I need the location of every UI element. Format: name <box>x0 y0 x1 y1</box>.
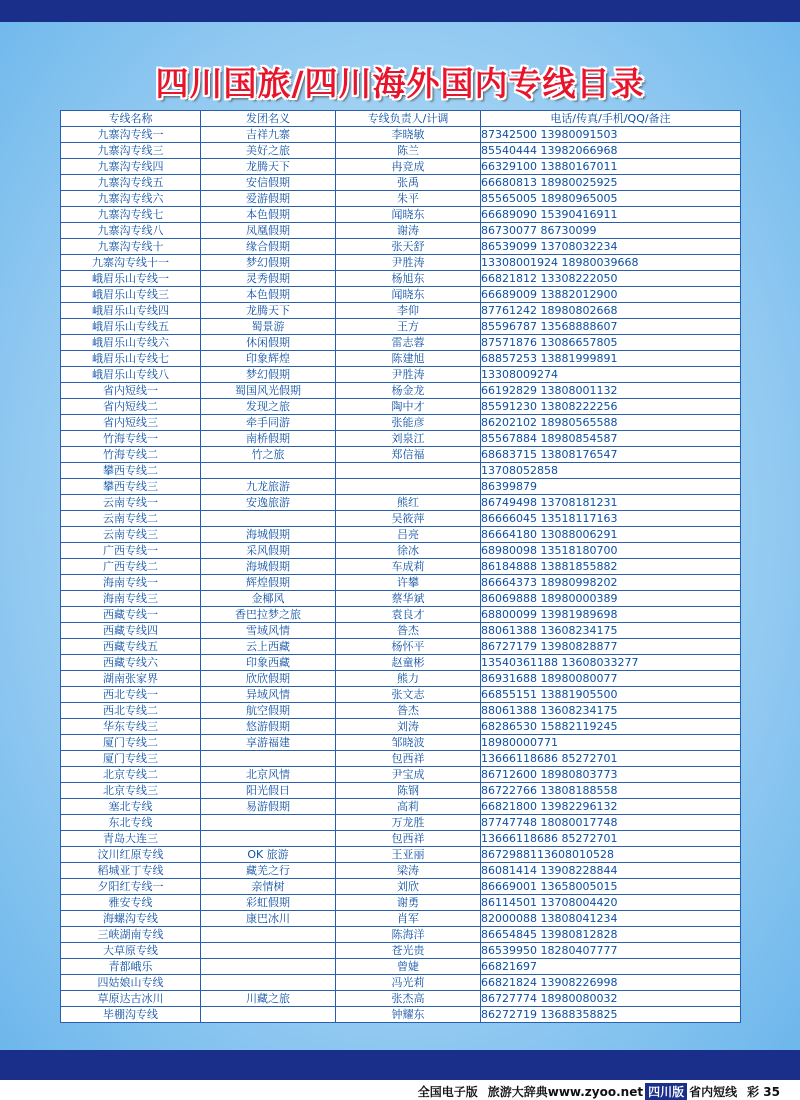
cell-phone: 66680813 18980025925 <box>481 175 741 191</box>
cell-contact-person: 曾婕 <box>336 959 481 975</box>
cell-contact-person <box>336 463 481 479</box>
cell-tour-brand: OK 旅游 <box>201 847 336 863</box>
cell-phone: 86727774 18980080032 <box>481 991 741 1007</box>
cell-tour-brand <box>201 1007 336 1023</box>
cell-tour-brand: 吉祥九寨 <box>201 127 336 143</box>
cell-route-name: 青都峨乐 <box>61 959 201 975</box>
cell-route-name: 青岛大连三 <box>61 831 201 847</box>
cell-phone: 85596787 13568888607 <box>481 319 741 335</box>
cell-contact-person: 万龙胜 <box>336 815 481 831</box>
cell-phone: 86722766 13808188558 <box>481 783 741 799</box>
cell-phone: 13666118686 85272701 <box>481 831 741 847</box>
cell-route-name: 竹海专线二 <box>61 447 201 463</box>
cell-route-name: 厦门专线二 <box>61 735 201 751</box>
cell-tour-brand: 蜀国风光假期 <box>201 383 336 399</box>
cell-tour-brand <box>201 463 336 479</box>
table-row <box>61 911 741 927</box>
cell-phone: 66821697 <box>481 959 741 975</box>
cell-contact-person: 冉竞成 <box>336 159 481 175</box>
cell-route-name: 九寨沟专线三 <box>61 143 201 159</box>
cell-contact-person: 昝杰 <box>336 703 481 719</box>
cell-tour-brand: 海城假期 <box>201 527 336 543</box>
cell-contact-person: 吕亮 <box>336 527 481 543</box>
cell-contact-person: 赵童彬 <box>336 655 481 671</box>
cell-contact-person: 陶中才 <box>336 399 481 415</box>
table-row <box>61 1007 741 1023</box>
cell-tour-brand: 牵手同游 <box>201 415 336 431</box>
cell-contact-person: 刘涛 <box>336 719 481 735</box>
table-row <box>61 831 741 847</box>
cell-contact-person: 昝杰 <box>336 623 481 639</box>
cell-route-name: 稻城亚丁专线 <box>61 863 201 879</box>
cell-tour-brand: 阳光假日 <box>201 783 336 799</box>
cell-contact-person: 陈海洋 <box>336 927 481 943</box>
table-row <box>61 351 741 367</box>
table-row <box>61 847 741 863</box>
footer-edition: 全国电子版 <box>417 1085 478 1099</box>
footer-section: 省内短线 <box>689 1085 738 1099</box>
table-row <box>61 287 741 303</box>
cell-route-name: 汶川红原专线 <box>61 847 201 863</box>
cell-phone: 13308009274 <box>481 367 741 383</box>
table-row <box>61 527 741 543</box>
cell-contact-person: 尹胜涛 <box>336 367 481 383</box>
cell-contact-person: 闻晓东 <box>336 207 481 223</box>
page-title: 四川国旅/四川海外国内专线目录 <box>155 64 645 103</box>
table-row <box>61 655 741 671</box>
cell-phone: 13540361188 13608033277 <box>481 655 741 671</box>
table-row <box>61 335 741 351</box>
cell-tour-brand: 藏羌之行 <box>201 863 336 879</box>
cell-phone: 86184888 13881855882 <box>481 559 741 575</box>
cell-phone: 86931688 18980080077 <box>481 671 741 687</box>
cell-contact-person: 闻晓东 <box>336 287 481 303</box>
cell-phone: 87342500 13980091503 <box>481 127 741 143</box>
bottom-bar <box>0 1050 800 1080</box>
cell-phone: 13708052858 <box>481 463 741 479</box>
cell-route-name: 毕棚沟专线 <box>61 1007 201 1023</box>
cell-phone: 68800099 13981989698 <box>481 607 741 623</box>
cell-phone: 66329100 13880167011 <box>481 159 741 175</box>
cell-route-name: 峨眉乐山专线五 <box>61 319 201 335</box>
cell-route-name: 西藏专线四 <box>61 623 201 639</box>
cell-route-name: 峨眉乐山专线八 <box>61 367 201 383</box>
table-row <box>61 719 741 735</box>
cell-route-name: 雅安专线 <box>61 895 201 911</box>
cell-tour-brand: 康巴冰川 <box>201 911 336 927</box>
cell-tour-brand: 北京风情 <box>201 767 336 783</box>
cell-route-name: 西北专线一 <box>61 687 201 703</box>
cell-contact-person: 谢涛 <box>336 223 481 239</box>
cell-tour-brand: 采风假期 <box>201 543 336 559</box>
header-phone: 电话/传真/手机/QQ/备注 <box>481 111 741 127</box>
table-row <box>61 991 741 1007</box>
cell-contact-person: 尹胜涛 <box>336 255 481 271</box>
cell-tour-brand: 缘合假期 <box>201 239 336 255</box>
cell-phone: 86712600 18980803773 <box>481 767 741 783</box>
cell-phone: 87761242 18980802668 <box>481 303 741 319</box>
cell-contact-person: 许攀 <box>336 575 481 591</box>
cell-tour-brand: 九龙旅游 <box>201 479 336 495</box>
table-row <box>61 543 741 559</box>
table-row <box>61 735 741 751</box>
cell-phone: 86081414 13908228844 <box>481 863 741 879</box>
cell-route-name: 攀西专线二 <box>61 463 201 479</box>
cell-tour-brand: 发现之旅 <box>201 399 336 415</box>
cell-route-name: 云南专线一 <box>61 495 201 511</box>
cell-phone: 86749498 13708181231 <box>481 495 741 511</box>
cell-phone: 87571876 13086657805 <box>481 335 741 351</box>
table-header-row <box>61 111 741 127</box>
cell-contact-person: 袁良才 <box>336 607 481 623</box>
cell-route-name: 九寨沟专线十一 <box>61 255 201 271</box>
table-row <box>61 431 741 447</box>
table-row <box>61 367 741 383</box>
cell-route-name: 九寨沟专线五 <box>61 175 201 191</box>
cell-phone: 66821824 13908226998 <box>481 975 741 991</box>
cell-route-name: 九寨沟专线十 <box>61 239 201 255</box>
table-row <box>61 207 741 223</box>
table-row <box>61 591 741 607</box>
cell-route-name: 北京专线三 <box>61 783 201 799</box>
cell-route-name: 九寨沟专线一 <box>61 127 201 143</box>
table-row <box>61 127 741 143</box>
table-row <box>61 495 741 511</box>
cell-contact-person: 包西祥 <box>336 751 481 767</box>
cell-route-name: 云南专线二 <box>61 511 201 527</box>
table-row <box>61 767 741 783</box>
cell-tour-brand: 易游假期 <box>201 799 336 815</box>
cell-route-name: 西藏专线五 <box>61 639 201 655</box>
cell-contact-person: 冯光莉 <box>336 975 481 991</box>
cell-tour-brand: 云上西藏 <box>201 639 336 655</box>
cell-contact-person: 包西祥 <box>336 831 481 847</box>
cell-contact-person: 陈建旭 <box>336 351 481 367</box>
table-row <box>61 255 741 271</box>
table-row <box>61 863 741 879</box>
cell-route-name: 省内短线一 <box>61 383 201 399</box>
cell-phone: 66855151 13881905500 <box>481 687 741 703</box>
cell-tour-brand: 梦幻假期 <box>201 367 336 383</box>
cell-phone: 87747748 18080017748 <box>481 815 741 831</box>
directory-table <box>60 110 741 1023</box>
table-row <box>61 671 741 687</box>
cell-phone: 68857253 13881999891 <box>481 351 741 367</box>
cell-contact-person: 朱平 <box>336 191 481 207</box>
table-row <box>61 239 741 255</box>
cell-phone: 86664180 13088006291 <box>481 527 741 543</box>
cell-phone: 86539099 13708032234 <box>481 239 741 255</box>
cell-phone: 88061388 13608234175 <box>481 623 741 639</box>
cell-tour-brand: 辉煌假期 <box>201 575 336 591</box>
cell-route-name: 峨眉乐山专线三 <box>61 287 201 303</box>
table-row <box>61 415 741 431</box>
cell-phone: 86654845 13980812828 <box>481 927 741 943</box>
cell-route-name: 广西专线一 <box>61 543 201 559</box>
table-row <box>61 479 741 495</box>
cell-contact-person: 李仰 <box>336 303 481 319</box>
cell-tour-brand: 雪域风情 <box>201 623 336 639</box>
cell-tour-brand: 龙腾天下 <box>201 303 336 319</box>
cell-route-name: 九寨沟专线六 <box>61 191 201 207</box>
footer-website[interactable]: www.zyoo.net <box>547 1085 644 1099</box>
table-row <box>61 143 741 159</box>
cell-tour-brand: 安信假期 <box>201 175 336 191</box>
table-row <box>61 463 741 479</box>
cell-route-name: 西北专线二 <box>61 703 201 719</box>
cell-tour-brand: 本色假期 <box>201 207 336 223</box>
cell-phone: 85540444 13982066968 <box>481 143 741 159</box>
cell-route-name: 大草原专线 <box>61 943 201 959</box>
cell-tour-brand: 美好之旅 <box>201 143 336 159</box>
table-row <box>61 319 741 335</box>
table-row <box>61 223 741 239</box>
table-row <box>61 959 741 975</box>
cell-phone: 68286530 15882119245 <box>481 719 741 735</box>
table-row <box>61 607 741 623</box>
cell-phone: 66689090 15390416911 <box>481 207 741 223</box>
cell-contact-person: 陈钢 <box>336 783 481 799</box>
cell-tour-brand: 南桥假期 <box>201 431 336 447</box>
cell-route-name: 海南专线一 <box>61 575 201 591</box>
table-row <box>61 799 741 815</box>
cell-tour-brand: 亲情树 <box>201 879 336 895</box>
cell-phone: 86202102 18980565588 <box>481 415 741 431</box>
cell-route-name: 峨眉乐山专线七 <box>61 351 201 367</box>
cell-phone: 18980000771 <box>481 735 741 751</box>
cell-phone: 13308001924 18980039668 <box>481 255 741 271</box>
table-row <box>61 159 741 175</box>
cell-phone: 82000088 13808041234 <box>481 911 741 927</box>
cell-route-name: 竹海专线一 <box>61 431 201 447</box>
cell-contact-person: 钟耀东 <box>336 1007 481 1023</box>
cell-tour-brand: 欣欣假期 <box>201 671 336 687</box>
cell-phone: 66821800 13982296132 <box>481 799 741 815</box>
cell-route-name: 海南专线三 <box>61 591 201 607</box>
cell-tour-brand <box>201 751 336 767</box>
cell-phone: 13666118686 85272701 <box>481 751 741 767</box>
table-row <box>61 303 741 319</box>
cell-phone: 85591230 13808222256 <box>481 399 741 415</box>
cell-tour-brand: 灵秀假期 <box>201 271 336 287</box>
cell-route-name: 西藏专线一 <box>61 607 201 623</box>
cell-contact-person: 熊力 <box>336 671 481 687</box>
cell-tour-brand: 休闲假期 <box>201 335 336 351</box>
cell-route-name: 海螺沟专线 <box>61 911 201 927</box>
cell-tour-brand <box>201 927 336 943</box>
cell-contact-person: 车成莉 <box>336 559 481 575</box>
header-route-name: 专线名称 <box>61 111 201 127</box>
cell-phone: 86664373 18980998202 <box>481 575 741 591</box>
cell-contact-person: 蔡华斌 <box>336 591 481 607</box>
footer-page-number: 彩 35 <box>747 1085 780 1099</box>
cell-contact-person: 张杰高 <box>336 991 481 1007</box>
cell-contact-person: 尹宝成 <box>336 767 481 783</box>
cell-tour-brand: 龙腾天下 <box>201 159 336 175</box>
cell-route-name: 九寨沟专线四 <box>61 159 201 175</box>
cell-contact-person: 肖军 <box>336 911 481 927</box>
cell-tour-brand <box>201 943 336 959</box>
cell-route-name: 华东专线三 <box>61 719 201 735</box>
cell-tour-brand: 金椰风 <box>201 591 336 607</box>
cell-phone: 86069888 18980000389 <box>481 591 741 607</box>
cell-phone: 85565005 18980965005 <box>481 191 741 207</box>
cell-phone: 86114501 13708004420 <box>481 895 741 911</box>
table-body <box>61 127 741 1023</box>
cell-tour-brand <box>201 975 336 991</box>
cell-route-name: 峨眉乐山专线六 <box>61 335 201 351</box>
cell-route-name: 峨眉乐山专线四 <box>61 303 201 319</box>
cell-contact-person: 李晓敏 <box>336 127 481 143</box>
table-row <box>61 783 741 799</box>
cell-phone: 88061388 13608234175 <box>481 703 741 719</box>
table-row <box>61 895 741 911</box>
cell-route-name: 北京专线二 <box>61 767 201 783</box>
table-row <box>61 943 741 959</box>
footer-publication: 旅游大辞典 <box>487 1085 548 1099</box>
cell-route-name: 云南专线三 <box>61 527 201 543</box>
table-row <box>61 751 741 767</box>
cell-contact-person: 谢勇 <box>336 895 481 911</box>
cell-tour-brand: 航空假期 <box>201 703 336 719</box>
cell-contact-person: 张能彦 <box>336 415 481 431</box>
cell-phone: 86727179 13980828877 <box>481 639 741 655</box>
header-tour-brand: 发团名义 <box>201 111 336 127</box>
table-row <box>61 703 741 719</box>
cell-contact-person: 刘欣 <box>336 879 481 895</box>
cell-contact-person: 杨旭东 <box>336 271 481 287</box>
cell-route-name: 厦门专线三 <box>61 751 201 767</box>
cell-contact-person: 杨怀平 <box>336 639 481 655</box>
cell-contact-person: 张文志 <box>336 687 481 703</box>
cell-phone: 8672988113608010528 <box>481 847 741 863</box>
cell-tour-brand: 海城假期 <box>201 559 336 575</box>
cell-phone: 85567884 18980854587 <box>481 431 741 447</box>
cell-route-name: 省内短线三 <box>61 415 201 431</box>
cell-phone: 86399879 <box>481 479 741 495</box>
cell-tour-brand <box>201 831 336 847</box>
table-row <box>61 399 741 415</box>
cell-phone: 66689009 13882012900 <box>481 287 741 303</box>
cell-contact-person: 王亚丽 <box>336 847 481 863</box>
cell-route-name: 塞北专线 <box>61 799 201 815</box>
cell-phone: 86730077 86730099 <box>481 223 741 239</box>
cell-contact-person: 邹晓波 <box>336 735 481 751</box>
cell-contact-person: 高莉 <box>336 799 481 815</box>
cell-tour-brand: 印象辉煌 <box>201 351 336 367</box>
table-row <box>61 639 741 655</box>
cell-contact-person: 梁涛 <box>336 863 481 879</box>
cell-contact-person: 徐冰 <box>336 543 481 559</box>
table-row <box>61 191 741 207</box>
cell-tour-brand: 梦幻假期 <box>201 255 336 271</box>
table-row <box>61 623 741 639</box>
table-row <box>61 975 741 991</box>
cell-phone: 68980098 13518180700 <box>481 543 741 559</box>
cell-phone: 86669001 13658005015 <box>481 879 741 895</box>
cell-route-name: 九寨沟专线八 <box>61 223 201 239</box>
table-row <box>61 175 741 191</box>
cell-route-name: 四姑娘山专线 <box>61 975 201 991</box>
cell-route-name: 三峡湖南专线 <box>61 927 201 943</box>
cell-tour-brand <box>201 815 336 831</box>
cell-route-name: 峨眉乐山专线一 <box>61 271 201 287</box>
cell-tour-brand: 安逸旅游 <box>201 495 336 511</box>
cell-tour-brand: 本色假期 <box>201 287 336 303</box>
cell-route-name: 九寨沟专线七 <box>61 207 201 223</box>
cell-phone: 86272719 13688358825 <box>481 1007 741 1023</box>
cell-phone: 68683715 13808176547 <box>481 447 741 463</box>
table-row <box>61 383 741 399</box>
cell-tour-brand: 凤凰假期 <box>201 223 336 239</box>
cell-route-name: 省内短线二 <box>61 399 201 415</box>
table-row <box>61 559 741 575</box>
cell-route-name: 广西专线二 <box>61 559 201 575</box>
cell-route-name: 西藏专线六 <box>61 655 201 671</box>
cell-tour-brand: 川藏之旅 <box>201 991 336 1007</box>
cell-contact-person: 郑信福 <box>336 447 481 463</box>
table-row <box>61 879 741 895</box>
cell-contact-person: 王方 <box>336 319 481 335</box>
cell-contact-person: 杨金龙 <box>336 383 481 399</box>
cell-phone: 86666045 13518117163 <box>481 511 741 527</box>
cell-tour-brand <box>201 959 336 975</box>
cell-route-name: 湖南张家界 <box>61 671 201 687</box>
table-row <box>61 511 741 527</box>
cell-contact-person <box>336 479 481 495</box>
table-row <box>61 815 741 831</box>
cell-tour-brand: 竹之旅 <box>201 447 336 463</box>
cell-phone: 86539950 18280407777 <box>481 943 741 959</box>
cell-contact-person: 陈兰 <box>336 143 481 159</box>
table-row <box>61 271 741 287</box>
cell-contact-person: 张禹 <box>336 175 481 191</box>
table-row <box>61 927 741 943</box>
table-row <box>61 687 741 703</box>
cell-contact-person: 熊红 <box>336 495 481 511</box>
cell-route-name: 攀西专线三 <box>61 479 201 495</box>
footer-credits <box>418 1083 780 1100</box>
cell-route-name: 东北专线 <box>61 815 201 831</box>
cell-tour-brand: 异域风情 <box>201 687 336 703</box>
cell-tour-brand: 悠游假期 <box>201 719 336 735</box>
cell-contact-person: 吴筱萍 <box>336 511 481 527</box>
cell-tour-brand <box>201 511 336 527</box>
cell-contact-person: 雷志蓉 <box>336 335 481 351</box>
cell-tour-brand: 蜀景游 <box>201 319 336 335</box>
footer-badge: 四川版 <box>645 1083 687 1100</box>
cell-tour-brand: 香巴拉梦之旅 <box>201 607 336 623</box>
top-bar <box>0 0 800 22</box>
cell-tour-brand: 享游福建 <box>201 735 336 751</box>
cell-phone: 66192829 13808001132 <box>481 383 741 399</box>
cell-contact-person: 刘泉江 <box>336 431 481 447</box>
header-contact-person: 专线负责人/计调 <box>336 111 481 127</box>
cell-contact-person: 苍光贵 <box>336 943 481 959</box>
cell-contact-person: 张天舒 <box>336 239 481 255</box>
table-row <box>61 575 741 591</box>
table-row <box>61 447 741 463</box>
cell-phone: 66821812 13308222050 <box>481 271 741 287</box>
cell-tour-brand: 印象西藏 <box>201 655 336 671</box>
cell-tour-brand: 爱游假期 <box>201 191 336 207</box>
cell-tour-brand: 彩虹假期 <box>201 895 336 911</box>
cell-route-name: 草原达古冰川 <box>61 991 201 1007</box>
cell-route-name: 夕阳红专线一 <box>61 879 201 895</box>
